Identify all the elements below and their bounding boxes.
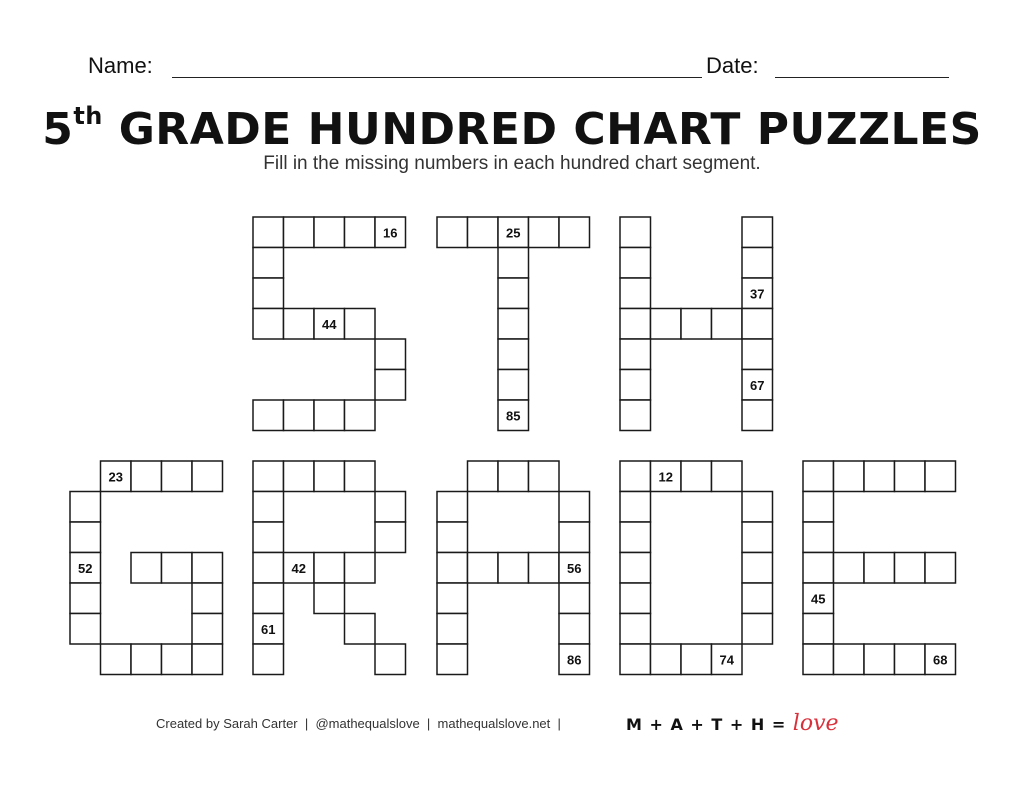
blank-cell[interactable] bbox=[834, 644, 865, 675]
blank-cell[interactable] bbox=[620, 461, 651, 492]
blank-cell[interactable] bbox=[681, 644, 712, 675]
blank-cell[interactable] bbox=[437, 644, 468, 675]
cell-number: 56 bbox=[567, 560, 582, 576]
blank-cell[interactable] bbox=[498, 553, 529, 584]
blank-cell[interactable] bbox=[345, 217, 376, 248]
blank-cell[interactable] bbox=[162, 553, 193, 584]
blank-cell[interactable] bbox=[70, 522, 101, 553]
blank-cell[interactable] bbox=[620, 248, 651, 279]
blank-cell[interactable] bbox=[314, 217, 345, 248]
blank-cell[interactable] bbox=[284, 309, 315, 340]
blank-cell[interactable] bbox=[253, 309, 284, 340]
blank-cell[interactable] bbox=[559, 522, 590, 553]
blank-cell[interactable] bbox=[925, 461, 956, 492]
cell-number: 45 bbox=[811, 591, 826, 607]
blank-cell[interactable] bbox=[253, 644, 284, 675]
blank-cell[interactable] bbox=[437, 522, 468, 553]
blank-cell[interactable] bbox=[314, 583, 345, 614]
blank-cell[interactable] bbox=[651, 309, 682, 340]
blank-cell[interactable] bbox=[620, 614, 651, 645]
blank-cell[interactable] bbox=[620, 522, 651, 553]
blank-cell[interactable] bbox=[253, 248, 284, 279]
blank-cell[interactable] bbox=[375, 644, 406, 675]
blank-cell[interactable] bbox=[864, 644, 895, 675]
blank-cell[interactable] bbox=[284, 400, 315, 431]
blank-cell[interactable] bbox=[375, 370, 406, 401]
cell-number: 67 bbox=[750, 377, 765, 393]
blank-cell[interactable] bbox=[803, 492, 834, 523]
blank-cell[interactable] bbox=[895, 461, 926, 492]
puzzle-5 bbox=[253, 217, 406, 431]
blank-cell[interactable] bbox=[712, 461, 743, 492]
blank-cell[interactable] bbox=[742, 583, 773, 614]
cell-number: 25 bbox=[506, 225, 521, 241]
blank-cell[interactable] bbox=[620, 309, 651, 340]
blank-cell[interactable] bbox=[192, 614, 223, 645]
blank-cell[interactable] bbox=[498, 461, 529, 492]
cell-number: 85 bbox=[506, 408, 521, 424]
blank-cell[interactable] bbox=[803, 644, 834, 675]
blank-cell[interactable] bbox=[345, 553, 376, 584]
blank-cell[interactable] bbox=[529, 461, 560, 492]
cell-number: 68 bbox=[933, 652, 948, 668]
blank-cell[interactable] bbox=[101, 644, 132, 675]
blank-cell[interactable] bbox=[437, 553, 468, 584]
puzzle-g bbox=[70, 461, 223, 675]
cell-number: 61 bbox=[261, 621, 276, 637]
blank-cell[interactable] bbox=[925, 553, 956, 584]
credits: Created by Sarah Carter | @mathequalslove | mathequalslove.net | bbox=[156, 716, 561, 731]
cell-number: 23 bbox=[108, 469, 123, 485]
blank-cell[interactable] bbox=[620, 370, 651, 401]
cell-number: 12 bbox=[658, 469, 673, 485]
blank-cell[interactable] bbox=[742, 339, 773, 370]
blank-cell[interactable] bbox=[864, 553, 895, 584]
blank-cell[interactable] bbox=[253, 522, 284, 553]
blank-cell[interactable] bbox=[559, 217, 590, 248]
blank-cell[interactable] bbox=[70, 614, 101, 645]
blank-cell[interactable] bbox=[468, 217, 499, 248]
blank-cell[interactable] bbox=[253, 278, 284, 309]
cell-number: 16 bbox=[383, 225, 398, 241]
blank-cell[interactable] bbox=[559, 614, 590, 645]
blank-cell[interactable] bbox=[498, 370, 529, 401]
blank-cell[interactable] bbox=[253, 400, 284, 431]
cell-number: 52 bbox=[78, 560, 93, 576]
blank-cell[interactable] bbox=[529, 553, 560, 584]
blank-cell[interactable] bbox=[284, 217, 315, 248]
page-title: 5th GRADE HUNDRED CHART PUZZLES bbox=[42, 102, 982, 155]
blank-cell[interactable] bbox=[742, 522, 773, 553]
puzzle-t bbox=[437, 217, 590, 431]
puzzle-h bbox=[620, 217, 773, 431]
blank-cell[interactable] bbox=[742, 217, 773, 248]
blank-cell[interactable] bbox=[314, 400, 345, 431]
blank-cell[interactable] bbox=[742, 248, 773, 279]
blank-cell[interactable] bbox=[681, 309, 712, 340]
blank-cell[interactable] bbox=[498, 248, 529, 279]
blank-cell[interactable] bbox=[375, 339, 406, 370]
blank-cell[interactable] bbox=[345, 614, 376, 645]
blank-cell[interactable] bbox=[803, 461, 834, 492]
blank-cell[interactable] bbox=[620, 339, 651, 370]
blank-cell[interactable] bbox=[131, 461, 162, 492]
cell-number: 42 bbox=[291, 560, 306, 576]
blank-cell[interactable] bbox=[253, 217, 284, 248]
blank-cell[interactable] bbox=[345, 461, 376, 492]
blank-cell[interactable] bbox=[498, 339, 529, 370]
cell-number: 44 bbox=[322, 316, 337, 332]
puzzle-e bbox=[803, 461, 956, 675]
blank-cell[interactable] bbox=[131, 553, 162, 584]
blank-cell[interactable] bbox=[620, 217, 651, 248]
blank-cell[interactable] bbox=[529, 217, 560, 248]
blank-cell[interactable] bbox=[681, 461, 712, 492]
blank-cell[interactable] bbox=[437, 492, 468, 523]
blank-cell[interactable] bbox=[345, 309, 376, 340]
blank-cell[interactable] bbox=[620, 278, 651, 309]
cell-number: 37 bbox=[750, 286, 765, 302]
blank-cell[interactable] bbox=[468, 461, 499, 492]
name-label: Name: bbox=[88, 53, 153, 78]
blank-cell[interactable] bbox=[864, 461, 895, 492]
blank-cell[interactable] bbox=[253, 553, 284, 584]
blank-cell[interactable] bbox=[437, 217, 468, 248]
blank-cell[interactable] bbox=[742, 614, 773, 645]
blank-cell[interactable] bbox=[620, 400, 651, 431]
blank-cell[interactable] bbox=[314, 553, 345, 584]
math-equals-love-logo: M + A + T + H = love bbox=[626, 711, 839, 736]
blank-cell[interactable] bbox=[162, 461, 193, 492]
blank-cell[interactable] bbox=[498, 309, 529, 340]
blank-cell[interactable] bbox=[895, 644, 926, 675]
blank-cell[interactable] bbox=[620, 553, 651, 584]
blank-cell[interactable] bbox=[620, 583, 651, 614]
blank-cell[interactable] bbox=[559, 492, 590, 523]
blank-cell[interactable] bbox=[437, 583, 468, 614]
blank-cell[interactable] bbox=[192, 583, 223, 614]
blank-cell[interactable] bbox=[375, 522, 406, 553]
blank-cell[interactable] bbox=[375, 492, 406, 523]
blank-cell[interactable] bbox=[253, 583, 284, 614]
blank-cell[interactable] bbox=[834, 461, 865, 492]
blank-cell[interactable] bbox=[253, 461, 284, 492]
instructions: Fill in the missing numbers in each hundred chart segment. bbox=[263, 153, 761, 174]
date-label: Date: bbox=[706, 53, 759, 78]
blank-cell[interactable] bbox=[192, 644, 223, 675]
blank-cell[interactable] bbox=[70, 583, 101, 614]
blank-cell[interactable] bbox=[620, 644, 651, 675]
blank-cell[interactable] bbox=[131, 644, 162, 675]
blank-cell[interactable] bbox=[468, 553, 499, 584]
blank-cell[interactable] bbox=[834, 553, 865, 584]
blank-cell[interactable] bbox=[803, 553, 834, 584]
blank-cell[interactable] bbox=[192, 461, 223, 492]
blank-cell[interactable] bbox=[345, 400, 376, 431]
blank-cell[interactable] bbox=[620, 492, 651, 523]
blank-cell[interactable] bbox=[70, 492, 101, 523]
puzzle-a bbox=[437, 461, 590, 675]
blank-cell[interactable] bbox=[742, 400, 773, 431]
cell-number: 74 bbox=[719, 652, 734, 668]
blank-cell[interactable] bbox=[498, 278, 529, 309]
blank-cell[interactable] bbox=[162, 644, 193, 675]
blank-cell[interactable] bbox=[742, 492, 773, 523]
blank-cell[interactable] bbox=[742, 553, 773, 584]
blank-cell[interactable] bbox=[437, 614, 468, 645]
blank-cell[interactable] bbox=[651, 644, 682, 675]
blank-cell[interactable] bbox=[284, 461, 315, 492]
puzzle-d bbox=[620, 461, 773, 675]
blank-cell[interactable] bbox=[314, 461, 345, 492]
blank-cell[interactable] bbox=[253, 492, 284, 523]
blank-cell[interactable] bbox=[895, 553, 926, 584]
blank-cell[interactable] bbox=[559, 583, 590, 614]
blank-cell[interactable] bbox=[742, 309, 773, 340]
puzzle-r bbox=[253, 461, 406, 675]
blank-cell[interactable] bbox=[803, 522, 834, 553]
blank-cell[interactable] bbox=[803, 614, 834, 645]
cell-number: 86 bbox=[567, 652, 582, 668]
blank-cell[interactable] bbox=[192, 553, 223, 584]
blank-cell[interactable] bbox=[712, 309, 743, 340]
